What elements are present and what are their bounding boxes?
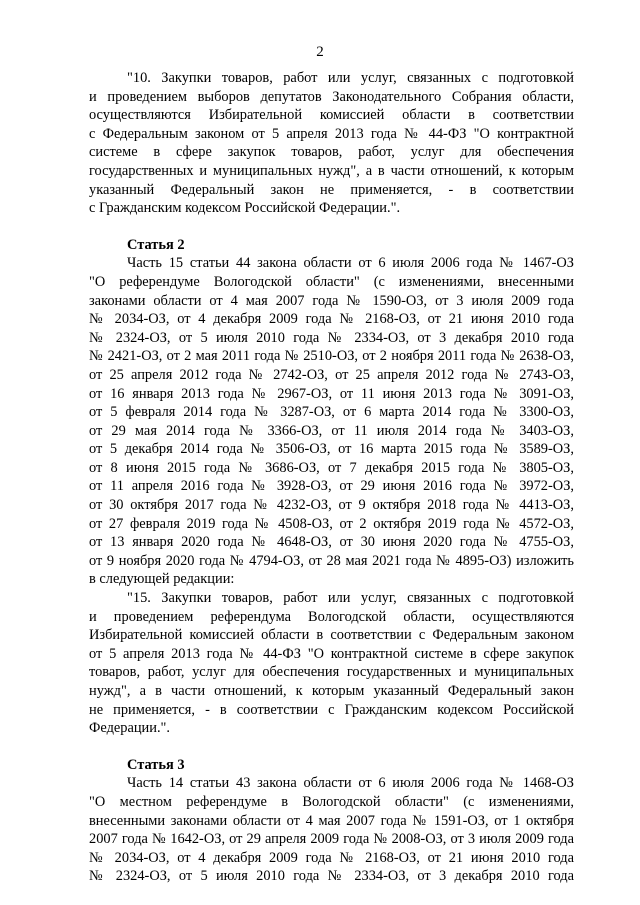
spacer bbox=[89, 738, 574, 756]
text-line: "10. Закупки товаров, работ или услуг, связанных с подготовкой bbox=[127, 70, 574, 86]
article-2-heading: Статья 2 bbox=[127, 236, 185, 253]
text-line: в следующей редакции: bbox=[89, 571, 235, 588]
text-line: товаров, работ, услуг для обеспечения государственных и муниципальных bbox=[89, 664, 574, 681]
text-line: "О референдуме Вологодской области" (с изменениями, внесенными bbox=[89, 273, 574, 290]
paragraph-item-10 bbox=[89, 69, 574, 218]
article-3-text bbox=[89, 774, 574, 886]
text-line: указанный Федеральный закон не применяется, - в соответствии bbox=[89, 181, 574, 198]
text-line: с Гражданским кодексом Российской Федерации.". bbox=[89, 200, 401, 217]
document-body bbox=[89, 69, 574, 886]
text-line: государственных и муниципальных нужд", а в части отношений, к которым bbox=[89, 162, 574, 179]
text-line: Федерации.". bbox=[89, 720, 171, 737]
page-number: 2 bbox=[316, 44, 324, 60]
text-line: нужд", а в части отношений, к которым указанный Федеральный закон bbox=[89, 683, 574, 699]
text-line: Избирательной комиссией области в соответствии с Федеральным законом bbox=[89, 627, 574, 644]
text-line: от 25 апреля 2012 года № 2742-ОЗ, от 25 апреля 2012 года № 2743-ОЗ, bbox=[89, 366, 574, 383]
text-line: от 13 января 2020 года № 4648-ОЗ, от 30 июня 2020 года № 4755-ОЗ, bbox=[89, 534, 574, 551]
text-line: осуществляются Избирательной комиссией области в соответствии bbox=[89, 107, 574, 124]
text-line: № 2034-ОЗ, от 4 декабря 2009 года № 2168-ОЗ, от 21 июня 2010 года bbox=[89, 849, 574, 866]
text-line: не применяется, - в соответствии с Гражданским кодексом Российской bbox=[89, 701, 574, 718]
text-line: от 16 января 2013 года № 2967-ОЗ, от 11 июня 2013 года № 3091-ОЗ, bbox=[89, 385, 574, 402]
text-line: от 30 октября 2017 года № 4232-ОЗ, от 9 октября 2018 года № 4413-ОЗ, bbox=[89, 497, 574, 514]
text-line: от 29 мая 2014 года № 3366-ОЗ, от 11 июля 2014 года № 3403-ОЗ, bbox=[89, 422, 574, 439]
text-line: № 2324-ОЗ, от 5 июля 2010 года № 2334-ОЗ, от 3 декабря 2010 года bbox=[89, 329, 574, 346]
text-line: "О местном референдуме в Вологодской области" (с изменениями, bbox=[89, 793, 574, 810]
text-line: законами области от 4 мая 2007 года № 1590-ОЗ, от 3 июля 2009 года bbox=[89, 292, 574, 309]
text-line: от 9 ноября 2020 года № 4794-ОЗ, от 28 мая 2021 года № 4895-ОЗ) изложить bbox=[89, 552, 574, 569]
text-line: от 11 апреля 2016 года № 3928-ОЗ, от 29 июня 2016 года № 3972-ОЗ, bbox=[89, 478, 574, 495]
article-3-heading: Статья 3 bbox=[127, 756, 185, 773]
text-line: № 2324-ОЗ, от 5 июля 2010 года № 2334-ОЗ, от 3 декабря 2010 года bbox=[89, 868, 574, 885]
text-line: и проведением референдума Вологодской области, осуществляются bbox=[89, 608, 574, 625]
text-line: 2007 года № 1642-ОЗ, от 29 апреля 2009 года № 2008-ОЗ, от 3 июля 2009 года bbox=[89, 831, 574, 848]
text-line: Часть 14 статьи 43 закона области от 6 июля 2006 года № 1468-ОЗ bbox=[127, 775, 574, 792]
text-line: внесенными законами области от 4 мая 2007 года № 1591-ОЗ, от 1 октября bbox=[89, 812, 574, 829]
text-line: с Федеральным законом от 5 апреля 2013 года № 44-ФЗ "О контрактной bbox=[89, 125, 574, 142]
text-line: № 2034-ОЗ, от 4 декабря 2009 года № 2168-ОЗ, от 21 июня 2010 года bbox=[89, 311, 574, 328]
text-line: и проведением выборов депутатов Законодательного Собрания области, bbox=[89, 88, 574, 105]
text-line: от 27 февраля 2019 года № 4508-ОЗ, от 2 октября 2019 года № 4572-ОЗ, bbox=[89, 515, 574, 532]
text-line: от 8 июня 2015 года № 3686-ОЗ, от 7 декабря 2015 года № 3805-ОЗ, bbox=[89, 459, 574, 476]
spacer bbox=[89, 218, 574, 236]
article-2-text bbox=[89, 254, 574, 737]
text-line: от 5 декабря 2014 года № 3506-ОЗ, от 16 марта 2015 года № 3589-ОЗ, bbox=[89, 441, 574, 458]
text-line: № 2421-ОЗ, от 2 мая 2011 года № 2510-ОЗ, от 2 ноября 2011 года № 2638-ОЗ, bbox=[89, 348, 574, 365]
text-line: "15. Закупки товаров, работ или услуг, связанных с подготовкой bbox=[127, 590, 574, 607]
text-line: Часть 15 статьи 44 закона области от 6 июля 2006 года № 1467-ОЗ bbox=[127, 255, 574, 272]
text-line: системе в сфере закупок товаров, работ, услуг для обеспечения bbox=[89, 144, 574, 161]
text-line: от 5 апреля 2013 года № 44-ФЗ "О контрактной системе в сфере закупок bbox=[89, 645, 574, 662]
text-line: от 5 февраля 2014 года № 3287-ОЗ, от 6 марта 2014 года № 3300-ОЗ, bbox=[89, 404, 574, 421]
